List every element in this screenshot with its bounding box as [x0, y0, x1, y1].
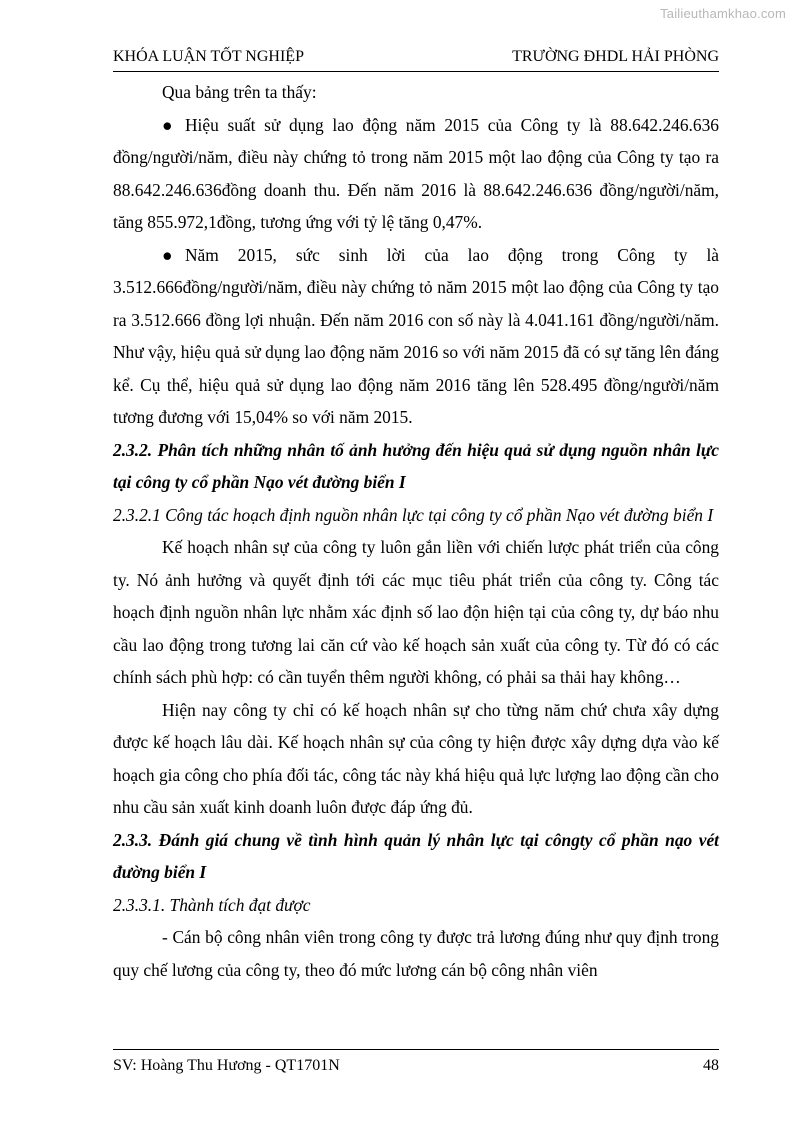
body-paragraph: - Cán bộ công nhân viên trong công ty được trả lương đúng như quy định trong quy chế lương của công ty, theo đó mức lương cán bộ công nhân viên — [113, 927, 719, 980]
header-left: KHÓA LUẬN TỐT NGHIỆP — [113, 48, 304, 65]
footer-author: SV: Hoàng Thu Hương - QT1701N — [113, 1057, 340, 1074]
watermark: Tailieuthamkhao.com — [660, 6, 786, 21]
body-paragraph: Kế hoạch nhân sự của công ty luôn gắn liền với chiến lược phát triển của công ty. Nó ảnh hưởng và quyết định tới các mục tiêu phát triển của công ty. Công tác hoạch định nguồn nhân lực nhằm xác định số lao độn hiện tại của công ty, dự báo nhu cầu lao động trong tương lai căn cứ vào kế hoạch sản xuất của công ty. Từ đó có các chính sách phù hợp: có cần tuyển thêm người không, có phải sa thải hay không… — [113, 537, 719, 687]
body-paragraph: Hiện nay công ty chỉ có kế hoạch nhân sự cho từng năm chứ chưa xây dựng được kế hoạch lâu dài. Kế hoạch nhân sự của công ty hiện được xây dựng dựa vào kế hoạch gia công cho phía đối tác, công tác này khá hiệu quả lực lượng lao động cần cho nhu cầu sản xuất kinh doanh luôn được đáp ứng đủ. — [113, 699, 719, 817]
bullet-item — [113, 109, 719, 239]
header-divider — [113, 71, 719, 72]
page-footer — [113, 1056, 719, 1076]
bullet-text: Năm 2015, sức sinh lời của lao động trong Công ty là 3.512.666đồng/người/năm, điều này chứng tỏ năm 2015 một lao động của Công ty tạo ra 3.512.666 đồng lợi nhuận. Đến năm 2016 con số này là 4.041.161 đồng/người/năm. Như vậy, hiệu quả sử dụng lao động năm 2016 so với năm 2015 đã có sự tăng lên đáng kể. Cụ thể, hiệu quả sử dụng lao động năm 2016 tăng lên 528.495 đồng/người/năm tương đương với 15,04% so với năm 2015. — [113, 244, 719, 427]
section-heading-2-3-2: 2.3.2. Phân tích những nhân tố ảnh hưởng đến hiệu quả sử dụng nguồn nhân lực tại công ty cổ phần Nạo vét đường biển I — [113, 439, 719, 492]
subsection-heading-2-3-3-1: 2.3.3.1. Thành tích đạt được — [113, 894, 311, 915]
bullet-icon: ● — [162, 114, 173, 135]
bullet-text: Hiệu suất sử dụng lao động năm 2015 của Công ty là 88.642.246.636 đồng/người/năm, điều này chứng tỏ trong năm 2015 một lao động của Công ty tạo ra 88.642.246.636đồng doanh thu. Đến năm 2016 là 88.642.246.636 đồng/người/năm, tăng 855.972,1đồng, tương ứng với tỷ lệ tăng 0,47%. — [113, 114, 719, 232]
bullet-icon: ● — [162, 244, 173, 265]
header-right: TRƯỜNG ĐHDL HẢI PHÒNG — [512, 48, 719, 65]
section-heading-2-3-3: 2.3.3. Đánh giá chung về tình hình quản lý nhân lực tại côngty cổ phần nạo vét đường biển I — [113, 829, 719, 882]
bullet-item — [113, 239, 719, 434]
intro-paragraph: Qua bảng trên ta thấy: — [162, 82, 317, 102]
page-number: 48 — [703, 1057, 719, 1074]
footer-divider — [113, 1049, 719, 1050]
page-body — [113, 76, 719, 986]
subsection-heading-2-3-2-1: 2.3.2.1 Công tác hoạch định nguồn nhân lực tại công ty cổ phần Nạo vét đường biển I — [113, 504, 714, 525]
page-header — [113, 47, 719, 67]
